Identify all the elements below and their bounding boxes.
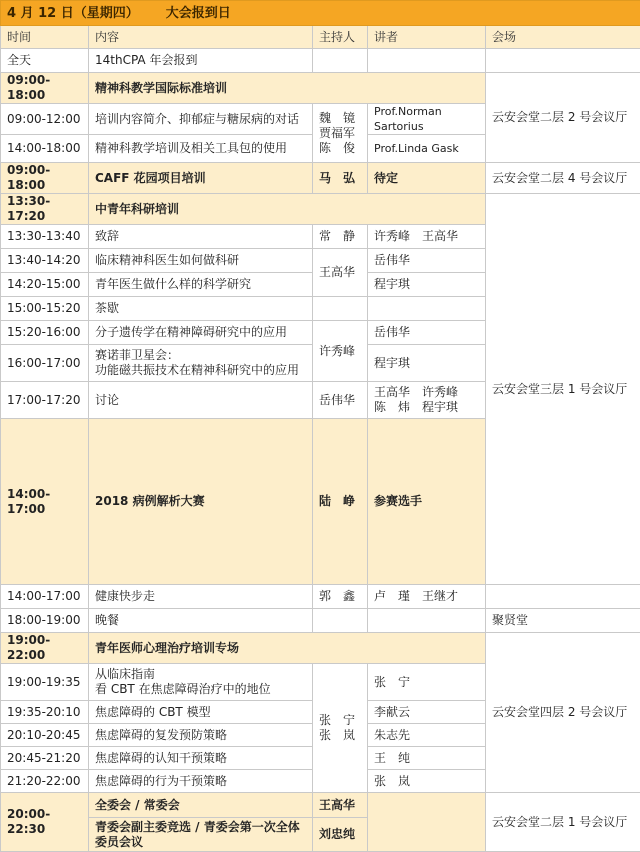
time-cell: 15:20-16:00	[1, 321, 89, 345]
time-cell: 14:00-17:00	[1, 585, 89, 609]
content-cell: 分子遗传学在精神障碍研究中的应用	[89, 321, 313, 345]
content-line: 青委会副主委竞选 / 青委会第一次全体	[95, 820, 306, 835]
section-title: CAFF 花园项目培训	[89, 163, 313, 194]
content-cell: 焦虑障碍的行为干预策略	[89, 770, 313, 793]
speaker-cell: 参赛选手	[368, 419, 486, 585]
venue-cell: 聚贤堂	[486, 609, 640, 633]
time-cell: 17:00-17:20	[1, 382, 89, 419]
section-title: 2018 病例解析大赛	[89, 419, 313, 585]
venue-cell: 云安会堂二层 1 号会议厅	[486, 793, 640, 852]
content-cell	[89, 664, 313, 701]
time-cell: 18:00-19:00	[1, 609, 89, 633]
table-row	[1, 609, 640, 633]
host-name: 贾福军	[319, 126, 361, 141]
content-cell: 焦虑障碍的认知干预策略	[89, 747, 313, 770]
header-venue: 会场	[486, 26, 640, 49]
time-cell: 19:00-19:35	[1, 664, 89, 701]
content-line: 功能磁共振技术在精神科研究中的应用	[95, 363, 306, 378]
time-cell: 20:45-21:20	[1, 747, 89, 770]
section-title: 全委会 / 常委会	[89, 793, 313, 818]
host-cell	[313, 297, 368, 321]
speaker-cell: 许秀峰 王高华	[368, 225, 486, 249]
speaker-cell: 王 纯	[368, 747, 486, 770]
header-time: 时间	[1, 26, 89, 49]
content-cell: 致辞	[89, 225, 313, 249]
content-cell: 临床精神科医生如何做科研	[89, 249, 313, 273]
content-cell	[89, 345, 313, 382]
content-cell: 14thCPA 年会报到	[89, 49, 313, 73]
speaker-cell	[368, 382, 486, 419]
title-date: 4 月 12 日（星期四）	[7, 6, 139, 21]
host-name: 张 岚	[319, 728, 361, 743]
speaker-cell: 朱志先	[368, 724, 486, 747]
content-cell: 焦虑障碍的复发预防策略	[89, 724, 313, 747]
section-time: 14:00-17:00	[1, 419, 89, 585]
host-cell	[313, 609, 368, 633]
speaker-cell	[368, 49, 486, 73]
content-line: 从临床指南	[95, 667, 306, 682]
section-time: 20:00-22:30	[1, 793, 89, 852]
table-row	[1, 49, 640, 73]
content-cell: 茶歇	[89, 297, 313, 321]
speaker-cell: Prof.Linda Gask	[368, 135, 486, 163]
content-cell: 青年医生做什么样的科学研究	[89, 273, 313, 297]
content-line: 看 CBT 在焦虑障碍治疗中的地位	[95, 682, 306, 697]
title-event: 大会报到日	[166, 6, 231, 21]
title-row	[1, 1, 640, 26]
section-row	[1, 163, 640, 194]
content-cell: 精神科教学培训及相关工具包的使用	[89, 135, 313, 163]
speaker-cell: 待定	[368, 163, 486, 194]
venue-cell: 云安会堂三层 1 号会议厅	[486, 194, 640, 585]
time-cell: 16:00-17:00	[1, 345, 89, 382]
speaker-cell: 岳伟华	[368, 249, 486, 273]
header-host: 主持人	[313, 26, 368, 49]
section-row	[1, 633, 640, 664]
content-line: 赛诺菲卫星会：	[95, 348, 306, 363]
speaker-line: 王高华 许秀峰	[374, 385, 479, 400]
table-row	[1, 585, 640, 609]
host-cell	[313, 104, 368, 163]
section-row	[1, 793, 640, 818]
venue-cell	[486, 49, 640, 73]
time-cell: 全天	[1, 49, 89, 73]
section-time: 09:00-18:00	[1, 163, 89, 194]
venue-cell: 云安会堂四层 2 号会议厅	[486, 633, 640, 793]
host-name: 陈 俊	[319, 141, 361, 156]
host-cell	[313, 49, 368, 73]
speaker-cell: 张 岚	[368, 770, 486, 793]
section-time: 09:00-18:00	[1, 73, 89, 104]
section-row	[1, 73, 640, 104]
content-cell: 焦虑障碍的 CBT 模型	[89, 701, 313, 724]
section-title: 青年医师心理治疗培训专场	[89, 633, 486, 664]
content-cell: 晚餐	[89, 609, 313, 633]
title-cell	[1, 1, 640, 26]
host-cell: 王高华	[313, 249, 368, 297]
section-time: 19:00-22:00	[1, 633, 89, 664]
venue-cell	[486, 585, 640, 609]
speaker-cell: 程宇琪	[368, 273, 486, 297]
time-cell: 13:30-13:40	[1, 225, 89, 249]
host-cell: 常 静	[313, 225, 368, 249]
speaker-cell: 岳伟华	[368, 321, 486, 345]
time-cell: 09:00-12:00	[1, 104, 89, 135]
host-cell: 岳伟华	[313, 382, 368, 419]
time-cell: 15:00-15:20	[1, 297, 89, 321]
host-cell: 王高华	[313, 793, 368, 818]
content-cell: 培训内容简介、抑郁症与糖尿病的对话	[89, 104, 313, 135]
section-row	[1, 194, 640, 225]
content-cell: 讨论	[89, 382, 313, 419]
time-cell: 13:40-14:20	[1, 249, 89, 273]
time-cell: 19:35-20:10	[1, 701, 89, 724]
host-cell: 郭 鑫	[313, 585, 368, 609]
speaker-cell: 张 宁	[368, 664, 486, 701]
time-cell: 14:00-18:00	[1, 135, 89, 163]
section-time: 13:30-17:20	[1, 194, 89, 225]
speaker-cell	[368, 297, 486, 321]
speaker-line: 陈 炜 程宇琪	[374, 400, 479, 415]
header-row	[1, 26, 640, 49]
header-speaker: 讲者	[368, 26, 486, 49]
host-name: 魏 镜	[319, 111, 361, 126]
host-cell: 马 弘	[313, 163, 368, 194]
host-cell: 许秀峰	[313, 321, 368, 382]
speaker-cell: 程宇琪	[368, 345, 486, 382]
time-cell: 20:10-20:45	[1, 724, 89, 747]
content-cell: 健康快步走	[89, 585, 313, 609]
venue-cell: 云安会堂二层 4 号会议厅	[486, 163, 640, 194]
time-cell: 14:20-15:00	[1, 273, 89, 297]
host-cell: 陆 峥	[313, 419, 368, 585]
host-cell	[313, 664, 368, 793]
time-cell: 21:20-22:00	[1, 770, 89, 793]
header-content: 内容	[89, 26, 313, 49]
host-name: 张 宁	[319, 713, 361, 728]
speaker-cell	[368, 609, 486, 633]
host-cell: 刘忠纯	[313, 818, 368, 852]
section-title	[89, 818, 313, 852]
section-title: 精神科教学国际标准培训	[89, 73, 486, 104]
speaker-cell: 卢 瑾 王继才	[368, 585, 486, 609]
venue-cell: 云安会堂二层 2 号会议厅	[486, 73, 640, 163]
speaker-cell: 李献云	[368, 701, 486, 724]
speaker-cell	[368, 793, 486, 852]
content-line: 委员会议	[95, 835, 306, 850]
section-title: 中青年科研培训	[89, 194, 486, 225]
speaker-cell: Prof.Norman Sartorius	[368, 104, 486, 135]
